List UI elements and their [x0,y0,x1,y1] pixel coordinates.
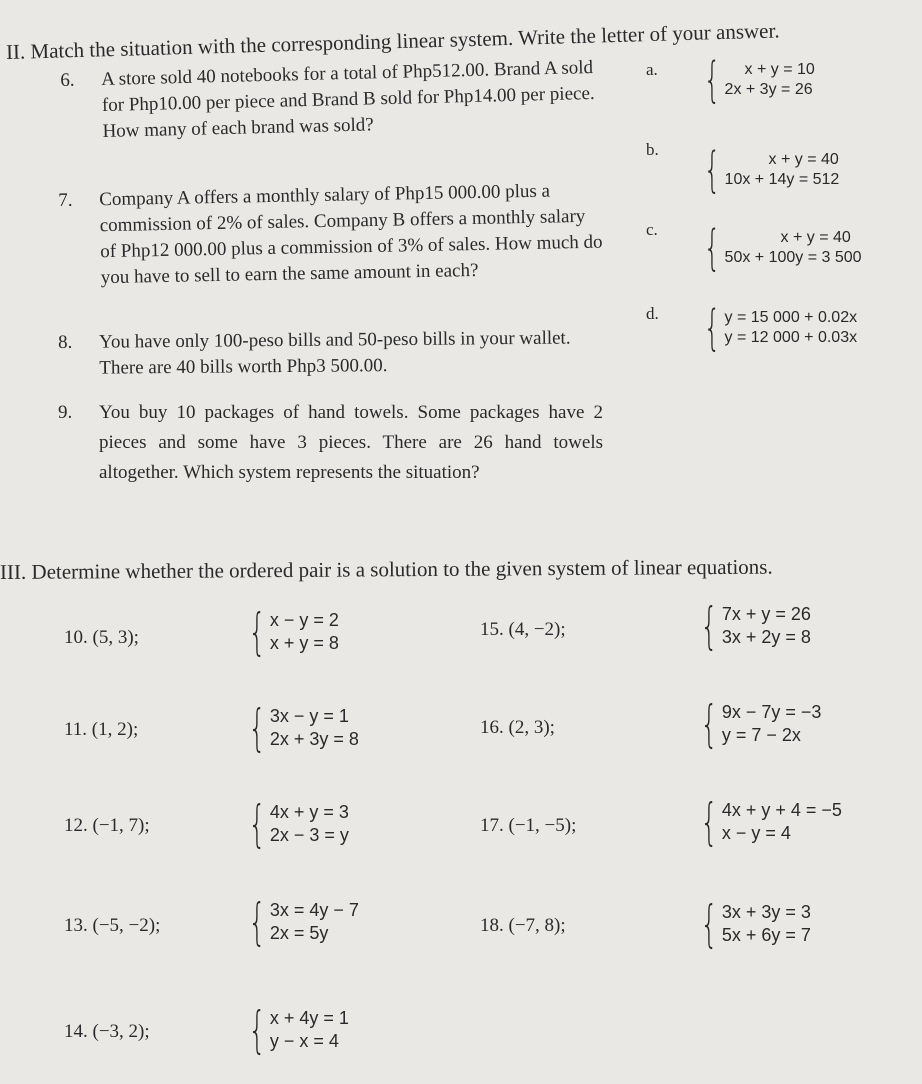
item-12-label: 12. (−1, 7); [64,815,150,836]
item-17-system [686,793,842,851]
item-16-system [686,695,822,753]
brace-icon: { [700,597,718,655]
brace-icon: { [700,793,718,851]
question-text: You buy 10 packages of hand towels. Some packages have 2 pieces and some have 3 pieces. There are 26 hand towels altogether. Which system represents the situation? [99,402,603,483]
equation-2: 2x + 3y = 8 [269,729,359,749]
question-number: 8. [58,331,73,353]
brace-icon: { [248,893,266,951]
item-16-label: 16. (2, 3); [480,717,555,738]
equation-2: 50x + 100y = 3 500 [724,249,862,266]
brace-icon: { [703,52,721,108]
equation-1: x + 4y = 1 [269,1008,349,1028]
question-7 [58,178,605,292]
equation-1: 3x + 3y = 3 [721,902,811,922]
question-9 [58,398,603,488]
brace-icon: { [700,695,718,753]
item-15-system [686,597,811,655]
item-10-label: 10. (5, 3); [64,627,139,648]
equation-1: 3x = 4y − 7 [269,900,359,920]
question-text: You have only 100-peso bills and 50-peso bills in your wallet. There are 40 bills worth Php3 500.00. [99,327,571,379]
item-13-label: 13. (−5, −2); [64,915,161,936]
question-number: 7. [58,189,73,211]
equation-2: y = 7 − 2x [721,725,801,745]
item-18-label: 18. (−7, 8); [480,915,566,936]
option-d-letter: d. [646,304,659,323]
equation-1: x + y = 40 [768,151,839,168]
option-b-system [690,142,840,198]
equation-1: 4x + y + 4 = −5 [721,800,842,820]
option-c-system [690,220,862,276]
equation-2: x − y = 4 [721,823,791,843]
section-3-heading: III. Determine whether the ordered pair is a solution to the given system of linear equations. [0,554,773,584]
option-a-letter: a. [646,60,658,79]
brace-icon: { [248,603,266,661]
option-a-system [690,52,815,108]
equation-1: 3x − y = 1 [269,706,349,726]
brace-icon: { [248,699,266,757]
equation-1: y = 15 000 + 0.02x [724,309,858,326]
item-18-system [686,895,811,953]
item-14-system [234,1001,349,1059]
item-14-label: 14. (−3, 2); [64,1021,150,1042]
item-12-system [234,795,349,853]
equation-2: y − x = 4 [269,1031,339,1051]
brace-icon: { [703,142,721,198]
equation-2: y = 12 000 + 0.03x [724,329,858,346]
section-2-heading: II. Match the situation with the corresponding linear system. Write the letter of your answer. [5,18,780,64]
equation-2: 2x + 3y = 26 [724,81,813,98]
equation-2: x + y = 8 [269,633,339,653]
item-15-label: 15. (4, −2); [480,619,566,640]
equation-1: 4x + y = 3 [269,802,349,822]
option-d-system [690,300,858,356]
item-13-system [234,893,359,951]
question-text: A store sold 40 notebooks for a total of Php512.00. Brand A sold for Php10.00 per piece and Brand B sold for Php14.00 per piece. How many of each brand was sold? [101,56,595,142]
question-6 [60,55,602,146]
question-number: 9. [58,402,73,423]
brace-icon: { [700,895,718,953]
option-b-letter: b. [646,140,659,159]
equation-2: 3x + 2y = 8 [721,627,811,647]
brace-icon: { [248,795,266,853]
option-c-letter: c. [646,220,658,239]
question-number: 6. [60,69,75,91]
equation-1: x + y = 10 [744,61,815,78]
equation-2: 5x + 6y = 7 [721,925,811,945]
equation-1: 9x − 7y = −3 [721,702,822,722]
equation-2: 2x − 3 = y [269,825,349,845]
equation-2: 2x = 5y [269,923,329,943]
item-10-system [234,603,339,661]
equation-1: 7x + y = 26 [721,604,811,624]
question-8 [58,325,603,382]
item-11-system [234,699,359,757]
brace-icon: { [703,300,721,356]
equation-2: 10x + 14y = 512 [724,171,840,188]
item-17-label: 17. (−1, −5); [480,815,577,836]
item-11-label: 11. (1, 2); [64,719,139,740]
equation-1: x + y = 40 [780,229,851,246]
question-text: Company A offers a monthly salary of Php15 000.00 plus a commission of 2% of sales. Company B offers a monthly salary of Php12 000.00 plus a commission of 3% of sales. How much do you have to sell to earn the same amount in each? [99,180,603,289]
brace-icon: { [703,220,721,276]
equation-1: x − y = 2 [269,610,339,630]
brace-icon: { [248,1001,266,1059]
